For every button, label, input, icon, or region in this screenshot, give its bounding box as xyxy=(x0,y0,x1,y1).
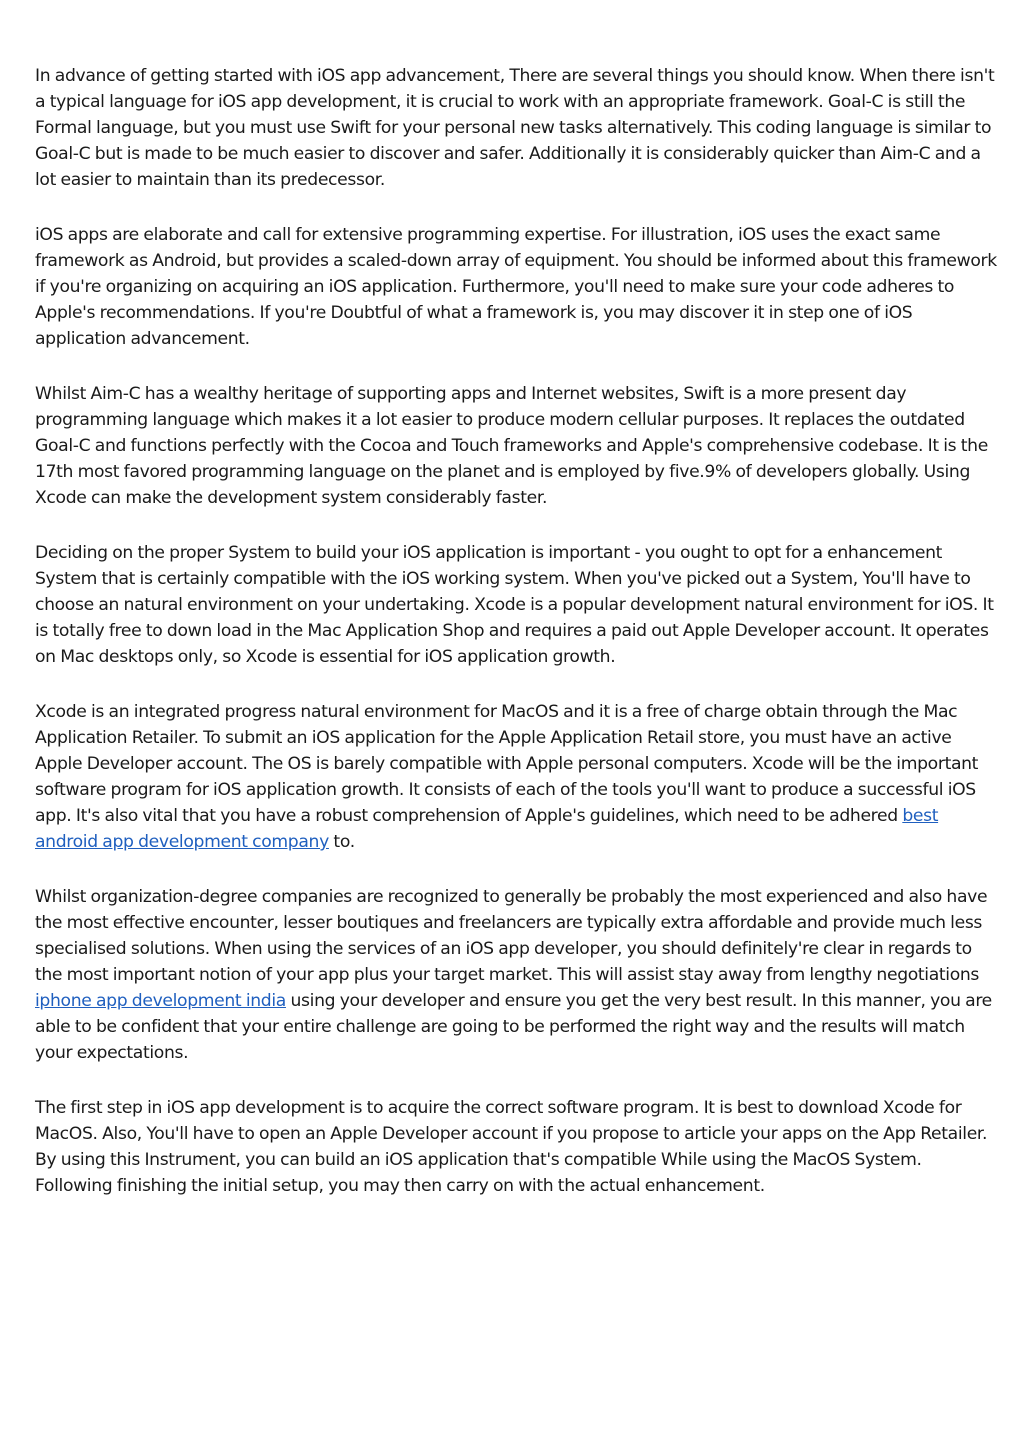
paragraph-6-text-before: Whilst organization-degree companies are recognized to generally be probably the most experienced and also have the most effective encounter, lesser boutiques and freelancers are typically extra affordable and provide much less specialised solutions. When using the services of an iOS app developer, you should definitely're clear in regards to the most important notion of your app plus your target market. This will assist stay away from lengthy negotiations xyxy=(35,887,988,985)
link-iphone-app-development-india[interactable]: iphone app development india xyxy=(35,991,286,1011)
paragraph-6-text-after: using your developer and ensure you get the very best result. In this manner, you are able to be confident that your entire challenge are going to be performed the right way and the results will match your expectations. xyxy=(35,991,992,1063)
paragraph-7: The first step in iOS app development is to acquire the correct software program. It is best to download Xcode for MacOS. Also, You'll have to open an Apple Developer account if you propose to article your apps on the App Retailer. By using this Instrument, you can build an iOS application that's compatible While using the MacOS System. Following finishing the initial setup, you may then carry on with the actual enhancement. xyxy=(35,1098,988,1196)
paragraph-5 xyxy=(35,699,997,855)
article-body xyxy=(35,63,997,1228)
paragraph-1: In advance of getting started with iOS app advancement, There are several things you should know. When there isn't a typical language for iOS app development, it is crucial to work with an appropriate framework. Goal-C is still the Formal language, but you must use Swift for your personal new tasks alternatively. This coding language is similar to Goal-C but is made to be much easier to discover and safer. Additionally it is considerably quicker than Aim-C and a lot easier to maintain than its predecessor. xyxy=(35,66,995,190)
link-best-android-app-development-company[interactable]: best android app development company xyxy=(35,806,939,852)
paragraph-6 xyxy=(35,884,997,1066)
paragraph-4: Deciding on the proper System to build your iOS application is important - you ought to opt for a enhancement System that is certainly compatible with the iOS working system. When you've picked out a System, You'll have to choose an natural environment on your undertaking. Xcode is a popular development natural environment for iOS. It is totally free to down load in the Mac Application Shop and requires a paid out Apple Developer account. It operates on Mac desktops only, so Xcode is essential for iOS application growth. xyxy=(35,543,994,667)
paragraph-3: Whilst Aim-C has a wealthy heritage of supporting apps and Internet websites, Swift is a more present day programming language which makes it a lot easier to produce modern cellular purposes. It replaces the outdated Goal-C and functions perfectly with the Cocoa and Touch frameworks and Apple's comprehensive codebase. It is the 17th most favored programming language on the planet and is employed by five.9% of developers globally. Using Xcode can make the development system considerably faster. xyxy=(35,384,988,508)
paragraph-5-text-after: to. xyxy=(328,832,355,852)
paragraph-2: iOS apps are elaborate and call for extensive programming expertise. For illustration, iOS uses the exact same framework as Android, but provides a scaled-down array of equipment. You should be informed about this framework if you're organizing on acquiring an iOS application. Furthermore, you'll need to make sure your code adheres to Apple's recommendations. If you're Doubtful of what a framework is, you may discover it in step one of iOS application advancement. xyxy=(35,225,997,349)
paragraph-5-text-before: Xcode is an integrated progress natural environment for MacOS and it is a free of charge obtain through the Mac Application Retailer. To submit an iOS application for the Apple Application Retail store, you must have an active Apple Developer account. The OS is barely compatible with Apple personal computers. Xcode will be the important software program for iOS application growth. It consists of each of the tools you'll want to produce a successful iOS app. It's also vital that you have a robust comprehension of Apple's guidelines, which need to be adhered xyxy=(35,702,979,826)
